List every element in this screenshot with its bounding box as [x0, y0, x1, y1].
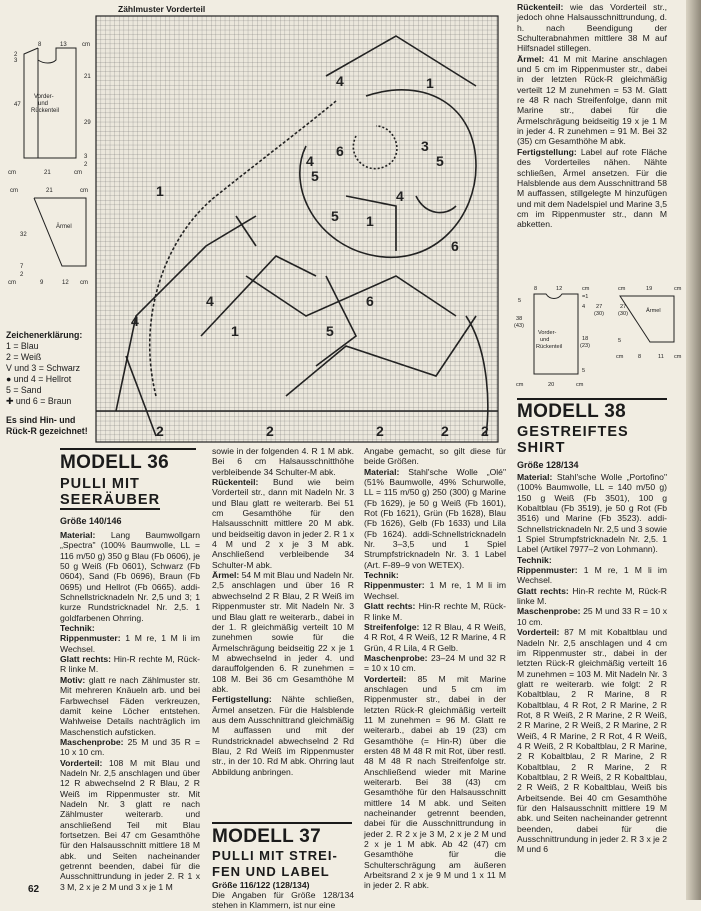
paragraph: Vorderteil: 85 M mit Marine anschlagen und 5 cm im Rippenmuster str., dabei in der letzten Rück-R gleichmäßig verteilt 11 M zunehmen = 96 M. Glatt re weiterarb., dabei ab 19 (23) cm Gesamthöhe (= Hin-R) über die ersten 48 M 48 R mit Rot, über restl. 48 M 48 R nach Streifenfolge str. Anschließend wieder mit Marine weiterarb. Bei 38 (43) cm Gesamthöhe für den Halsausschnitt mittlere 14 M abk. und Seiten nacheinander getrennt beenden, dabei für die Ausschnittrundung in jeder 2. R 2 x je 3 M, 2 x je 2 M und 2 x je 1 M abk. Ab 42 (47) cm Gesamthöhe für die Schulterschrägung am äußeren Arbeitsrand 2 x je 9 M und 1 x 11 M in jeder 2. R abk. [364, 673, 506, 891]
size-label: Größe 116/122 (128/134) [212, 880, 310, 890]
model-title-line: PULLI MIT [60, 476, 140, 492]
dim-text: 12 [62, 280, 69, 286]
part-label: und [38, 101, 49, 107]
chart-label: 5 [331, 208, 339, 224]
dim-text: 8 [534, 286, 538, 292]
dim-text: 7 [20, 264, 24, 270]
chart-label: 5 [326, 323, 334, 339]
dim-text: 4 [582, 304, 586, 310]
paragraph: Fertigstellung: Label auf rote Fläche des Vorderteiles nähen. Nähte schließen, Ärmel ansetzen. Für die Halsblende aus dem Ausschnittrand 58 M auffassen, stillgelegte M hinzufügen und mit dem Nadelspiel und Marine 3,5 cm im Rippenmuster str., dann M abketten. [517, 146, 667, 230]
instructions-col3 [364, 446, 506, 891]
legend-item: ● und 4 = Hellrot [6, 374, 72, 384]
dim-text: cm [674, 354, 682, 360]
model-title-line: SEERÄUBER [60, 492, 161, 508]
dim-text: 18 [582, 336, 589, 342]
chart-label: 6 [366, 293, 374, 309]
paragraph: Die Angaben für Größe 128/134 stehen in Klammern, ist nur eine [212, 890, 354, 911]
instructions-col4-top [517, 2, 667, 230]
chart-label: 4 [336, 73, 344, 89]
model-title-line: FEN UND LABEL [212, 864, 330, 879]
dim-text: (30) [594, 311, 604, 317]
paragraph: Rippenmuster: 1 M re, 1 M li im Wechsel. [517, 565, 667, 586]
chart-label: 1 [426, 75, 434, 91]
page-number: 62 [28, 884, 40, 895]
part-label: Ärmel [646, 308, 661, 314]
paragraph: Rippenmuster: 1 M re, 1 M li im Wechsel. [364, 580, 506, 601]
dim-text: cm [74, 170, 82, 176]
dim-text: 32 [20, 232, 27, 238]
legend-item: 5 = Sand [6, 385, 42, 395]
model-title [60, 476, 200, 510]
dim-text: 21 [44, 170, 51, 176]
dim-text: 9 [40, 280, 44, 286]
model-title-line: PULLI MIT STREI- [212, 848, 338, 863]
dim-text: 21 [46, 188, 53, 194]
paragraph: Ärmel: 41 M mit Marine anschlagen und 5 cm im Rippenmuster str., dabei in der letzten Rück-R gleichmäßig verteilt 12 M zunehmen = 53 M. Glatt re 48 R nach Streifenfolge, dann mit Marine str., dabei für die Ärmelschrägung beidseitig 19 x je 1 M in jeder 4. R zunehmen = 91 M. Bei 32 (35) cm Gesamthöhe M abk. [517, 53, 667, 147]
paragraph: Technik: [517, 554, 552, 565]
part-label: Vorder- [34, 94, 54, 100]
dim-text: (30) [618, 311, 628, 317]
model-title [212, 848, 357, 880]
legend-item: 1 = Blau [6, 341, 39, 351]
dim-text: 27 [596, 304, 603, 310]
paragraph: Technik: [60, 623, 95, 634]
dim-text: cm [576, 382, 584, 388]
dim-text: 38 [516, 316, 523, 322]
legend-title: Zeichenerklärung: [6, 330, 83, 340]
dim-text: 5 [582, 368, 586, 374]
model-heading: MODELL 37 [212, 826, 321, 847]
part-label: Rückenteil [536, 344, 563, 350]
section-rule [517, 398, 667, 400]
paragraph: Technik: [364, 570, 399, 581]
chart-label: 1 [366, 213, 374, 229]
dim-text: 2 [20, 272, 24, 278]
dim-text: 12 [556, 286, 563, 292]
paragraph: Maschenprobe: 25 M und 35 R = 10 x 10 cm. [60, 736, 200, 758]
dim-text: cm [516, 382, 524, 388]
dim-text: 5 [518, 298, 522, 304]
page-gutter [686, 0, 701, 900]
dim-text: cm [582, 286, 590, 292]
model-title-line: SHIRT [517, 440, 566, 456]
paragraph: Material: Stahl'sche Wolle „Olé" (51% Baumwolle, 49% Schurwolle, LL = 115 m/50 g) 250 (300) g Marine (Fb 1629), je 50 g Weiß (Fb 1601), Rot (Fb 1621), Grün (Fb 1628), Blau (Fb 1626), Gelb (Fb 1633) und Lila (Fb 1624). addi-Schnellstricknadeln Nr. 3–3,5 und 1 Spiel Strumpfstricknadeln Nr. 3. 1 Label (Art. F-89–9 von WETEX). [364, 466, 506, 570]
chart-title: Zählmuster Vorderteil [118, 4, 206, 14]
instructions-col4 [517, 472, 667, 855]
paragraph: Rückenteil: wie das Vorderteil str., jedoch ohne Halsausschnittrundung, d. h. nach Beendigung der Schulterabnahmen mittlere 38 M auf Hilfsnadel stillegen. [517, 2, 667, 54]
dim-text: 8 [38, 42, 42, 48]
paragraph: Rückenteil: Bund wie beim Vorderteil str., dann mit Nadeln Nr. 3 und Blau glatt re weiterarb. Bei 51 cm Gesamthöhe für den Halsausschnitt mittlere 20 M abk. und beidseitig davon in jeder 2. R 1 x 4 M und 2 x je 3 M abk. Anschließend verbleibende 34 Schulter-M abk. [212, 477, 354, 570]
dim-text: 11 [658, 354, 664, 360]
paragraph: Fertigstellung: Nähte schließen, Ärmel ansetzen. Für die Halsblende aus dem Ausschnittrand gleichmäßig M auffassen und mit der Rundstricknadel abwechselnd 2 Rd Blau, 2 Rd Weiß im Rippenmuster str., in der 10. Rd M abk. Ohrring laut Abbildung anbringen. [212, 694, 354, 777]
chart-label: 2 [376, 423, 384, 439]
chart-label: 5 [436, 153, 444, 169]
dim-text: =1 [582, 294, 589, 300]
chart-label: 3 [421, 138, 429, 154]
chart-label: 6 [451, 238, 459, 254]
model-title-line: GESTREIFTES [517, 424, 629, 440]
schematic-sleeve [0, 184, 96, 290]
instructions-col1 [60, 530, 200, 892]
paragraph: sowie in der folgenden 4. R 1 M abk. Bei 6 cm Halsausschnitthöhe verbleibende 34 Schulter-M abk. [212, 446, 354, 477]
dim-text: 2 [84, 162, 88, 168]
dim-text: 27 [620, 304, 627, 310]
dim-text: (23) [580, 343, 590, 349]
dim-text: cm [82, 42, 90, 48]
model-heading: MODELL 38 [517, 401, 626, 422]
dim-text: 20 [548, 382, 555, 388]
dim-text: cm [8, 280, 16, 286]
chart-label: 4 [206, 293, 214, 309]
dim-text: cm [10, 188, 18, 194]
dim-text: 5 [618, 338, 622, 344]
paragraph: Material: Stahl'sche Wolle „Portofino" (100% Baumwolle, LL = 140 m/50 g) 150 g Weiß (Fb 3501), 100 g Kobaltblau (Fb 3519), je 50 g Rot (Fb 3516) und Marine (Fb 3523). addi-Schnellstricknadeln Nr. 2,5 und 3 sowie 1 Spiel Strumpfstricknadeln Nr. 2,5. 1 Label (Artikel 7977–2 von Lohmann). [517, 472, 667, 555]
part-label: und [540, 337, 550, 343]
legend-note: Es sind Hin- und Rück-R gezeichnet! [6, 415, 88, 436]
dim-text: 3 [84, 154, 88, 160]
chart-label: 4 [306, 153, 314, 169]
paragraph: Glatt rechts: Hin-R rechte M, Rück-R linke M. [364, 601, 506, 622]
chart-label: 1 [231, 323, 239, 339]
paragraph: Rippenmuster: 1 M re, 1 M li im Wechsel. [60, 633, 200, 654]
chart-label: 6 [336, 143, 344, 159]
paragraph: Maschenprobe: 23–24 M und 32 R = 10 x 10 cm. [364, 652, 506, 674]
size-label: Größe 128/134 [517, 460, 579, 470]
section-rule [212, 822, 352, 824]
dim-text: cm [80, 188, 88, 194]
part-label: Ärmel [56, 224, 72, 230]
paragraph: Vorderteil: 108 M mit Blau und Nadeln Nr. 2,5 anschlagen und über 12 R abwechselnd 2 R Blau, 2 R Weiß im Rippenmuster str. Mit Nadeln Nr. 3 glatt re nach Zählmuster weiterarb. und anschließend Teil mit Blau fortsetzen. Bei 47 cm Gesamthöhe für den Halsausschnitt mittlere 18 M abk. und Seiten nacheinander getrennt beenden, dabei für die Ausschnittrundung in jeder 2. R 1 x 3 M, 2 x je 2 M und 3 x je 1 M [60, 757, 200, 892]
paragraph: Maschenprobe: 25 M und 33 R = 10 x 10 cm. [517, 606, 667, 627]
chart-label: 5 [311, 168, 319, 184]
chart-label: 4 [396, 188, 404, 204]
knitting-chart [96, 16, 498, 442]
paragraph: Angabe gemacht, so gilt diese für beide Größen. [364, 446, 506, 467]
schematic-37-front-back [510, 284, 614, 390]
paragraph: Motiv: glatt re nach Zählmuster str. Mit mehreren Knäueln arb. und bei Farbwechsel Fäden verkreuzen, damit keine Löcher entstehen. Wahlweise Details nachträglich im Maschenstich aufsticken. [60, 674, 200, 737]
chart-label: 2 [441, 423, 449, 439]
size-label: Größe 140/146 [60, 516, 122, 526]
legend [6, 330, 98, 437]
chart-label: 2 [481, 423, 489, 439]
chart-label: 2 [156, 423, 164, 439]
instructions-col2 [212, 446, 354, 777]
part-label: Rückenteil [31, 108, 60, 114]
schematic-front-back [0, 40, 96, 180]
legend-item: 2 = Weiß [6, 352, 42, 362]
section-rule [60, 448, 196, 450]
dim-text: cm [674, 286, 682, 292]
dim-text: cm [618, 286, 626, 292]
dim-text: cm [8, 170, 16, 176]
dim-text: cm [616, 354, 624, 360]
paragraph: Material: Lang Baumwollgarn „Spectra" (100% Baumwolle, LL = 116 m/50 g) 350 g Blau (Fb 0606), je 50 g Weiß (Fb 0601), Schwarz (Fb 0604), Sand (Fb 0696), Braun (Fb 0695) und Hellrot (Fb 0665). addi-Schnellstricknadeln Nr. 2,5 und 3; 1 kurze Rundstricknadel Nr. 2,5. 1 goldfarbenen Ohrring. [60, 530, 200, 623]
dim-text: 29 [84, 120, 91, 126]
model-title [517, 424, 667, 456]
dim-text: 21 [84, 74, 91, 80]
dim-text: cm [80, 280, 88, 286]
part-label: Vorder- [538, 330, 557, 336]
paragraph: Glatt rechts: Hin-R rechte M, Rück-R linke M. [60, 654, 200, 675]
model-heading: MODELL 36 [60, 452, 169, 473]
dim-text: 13 [60, 42, 67, 48]
chart-label: 4 [131, 313, 139, 329]
chart-label: 2 [266, 423, 274, 439]
dim-text: 2 [14, 52, 18, 58]
dim-text: 8 [638, 354, 642, 360]
schematic-37-sleeve [612, 284, 688, 364]
dim-text: (43) [514, 323, 524, 329]
dim-text: 19 [646, 286, 653, 292]
chart-label: 1 [156, 183, 164, 199]
dim-text: 47 [14, 102, 21, 108]
paragraph: Streifenfolge: 12 R Blau, 4 R Weiß, 4 R Rot, 4 R Weiß, 12 R Marine, 4 R Grün, 4 R Lila, 4 R Gelb. [364, 621, 506, 653]
legend-item: ✚ und 6 = Braun [6, 396, 72, 406]
legend-item: V und 3 = Schwarz [6, 363, 81, 373]
dim-text: 3 [14, 58, 18, 64]
paragraph: Vorderteil: 87 M mit Kobaltblau und Nadeln Nr. 2,5 anschlagen und 4 cm im Rippenmuster str., dabei in der letzten Rück-R gleichmäßig verteilt 16 M zunehmen = 103 M. Mit Nadeln Nr. 3 glatt re weiterarb. wie folgt: 2 R Kobaltblau, 2 R Marine, 8 R Kobaltblau, 4 R Rot, 2 R Marine, 2 R Rot, 8 R Weiß, 2 R Marine, 2 R Weiß, 2 R Marine, 2 R Weiß, 2 R Marine, 2 R Weiß, 4 R Marine, 2 R Rot, 4 R Weiß, 4 R Weiß, 2 R Kobaltblau, 2 R Marine, 2 R Kobaltblau, 2 R Marine, 2 R Kobaltblau, 2 R Marine, 2 R Kobaltblau, 2 R Weiß, 2 R Kobaltblau, 2 R Weiß, 2 R Kobaltblau, Weiß bis Arbeitsende. Bei 40 cm Gesamthöhe für den Halsausschnitt mittlere 19 M abk. und Seiten nacheinander getrennt beenden, dabei für die Ausschnittrundung in jeder 2. R 3 x je 2 M und 6 [517, 627, 668, 855]
paragraph: Glatt rechts: Hin-R rechte M, Rück-R linke M. [517, 585, 667, 607]
paragraph: Ärmel: 54 M mit Blau und Nadeln Nr. 2,5 anschlagen und über 16 R abwechselnd 2 R Blau, 2 R Weiß im Rippenmuster str. Mit Nadeln Nr. 3 und Blau glatt re weiterarb., dabei in der 1. R gleichmäßig verteilt 10 M zunehmen sowie für die Ärmelschrägung beidseitig 22 x je 1 M abwechselnd in jeder 4. und darauffolgenden 6. R zunehmen = 108 M. Bei 36 cm Gesamthöhe M abk. [212, 570, 354, 694]
